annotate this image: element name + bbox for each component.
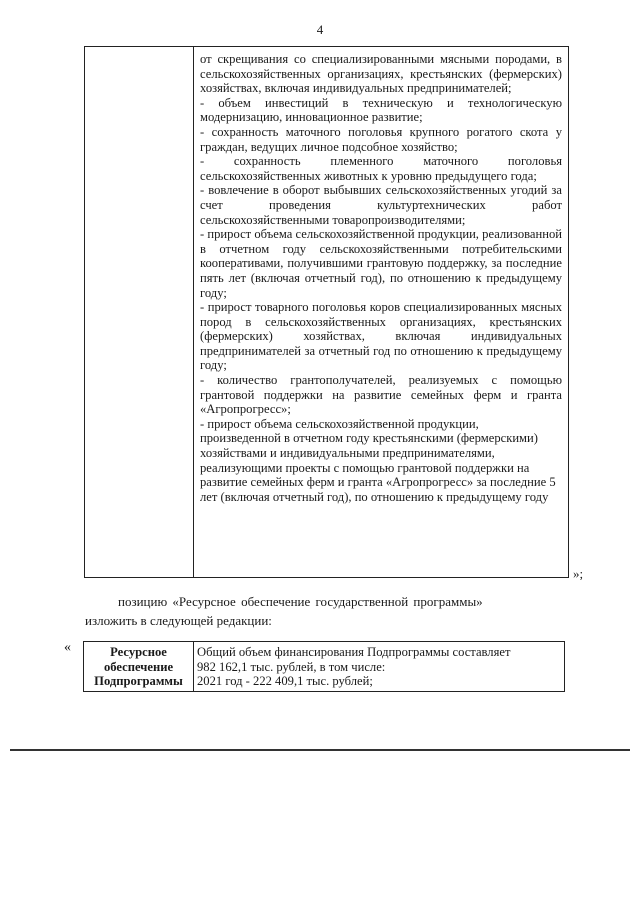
label-line: обеспечение	[103, 659, 174, 674]
indicator-item: - сохранность племенного маточного поголовья сельскохозяйственных животных к уровню предыдущего года;	[200, 154, 562, 183]
indicator-item: - количество грантополучателей, реализуемых с помощью грантовой поддержки на развитие семейных ферм и гранта «Агропрогресс»;	[200, 373, 562, 417]
indicator-item: - прирост товарного поголовья коров специализированных мясных пород в сельскохозяйственных организациях, крестьянских (фермерских) хозяйствах, включая индивидуальных предпринимателей за отчетный год по отношению к предыдущему году;	[200, 300, 562, 373]
indicator-item: - прирост объема сельскохозяйственной продукции, произведенной в отчетном году крестьянскими (фермерскими) хозяйствами и индивидуальными предпринимателями, реализующими проекты с помощью грантовой поддержки на развитие семейных ферм и гранта «Агропрогресс» за последние 5 лет (включая отчетный год), по отношению к предыдущему году	[200, 416, 556, 504]
column-divider	[193, 47, 194, 577]
indicators-cell	[200, 52, 562, 504]
opening-quote: «	[64, 640, 71, 655]
page-number: 4	[316, 22, 324, 37]
footer-rule	[10, 749, 630, 751]
content-line: Общий объем финансирования Подпрограммы составляет	[197, 645, 511, 659]
resource-label	[84, 645, 193, 689]
indicator-item: - вовлечение в оборот выбывших сельскохозяйственных угодий за счет проведения культуртехнических работ сельскохозяйственными товаропроизводителями;	[200, 183, 562, 227]
instruction-line: позицию «Ресурсное обеспечение государственной программы»	[118, 594, 483, 609]
indicator-item: - прирост объема сельскохозяйственной продукции, реализованной в отчетном году сельскохозяйственными потребительскими кооперативами, получившими грантовую поддержку, за последние пять лет (включая отчетный год), по отношению к предыдущему году;	[200, 227, 562, 300]
label-line: Подпрограммы	[94, 674, 183, 689]
closing-quote: »;	[573, 566, 584, 581]
instruction-line: изложить в следующей редакции:	[85, 613, 272, 628]
resource-content	[197, 645, 560, 689]
content-line: 2021 год - 222 409,1 тыс. рублей;	[197, 674, 373, 689]
indicators-table	[84, 46, 569, 578]
label-line: Ресурсное	[110, 645, 167, 659]
indicator-item: - объем инвестиций в техническую и технологическую модернизацию, инновационное развитие;	[200, 95, 562, 125]
resource-table	[83, 641, 565, 692]
indicator-item: от скрещивания со специализированными мясными породами, в сельскохозяйственных организациях, крестьянских (фермерских) хозяйствах, включая индивидуальных предпринимателей;	[200, 52, 562, 96]
indicator-item: - сохранность маточного поголовья крупного рогатого скота у граждан, ведущих личное подсобное хозяйство;	[200, 124, 562, 154]
content-line: 982 162,1 тыс. рублей, в том числе:	[197, 659, 386, 674]
column-divider	[193, 642, 194, 691]
